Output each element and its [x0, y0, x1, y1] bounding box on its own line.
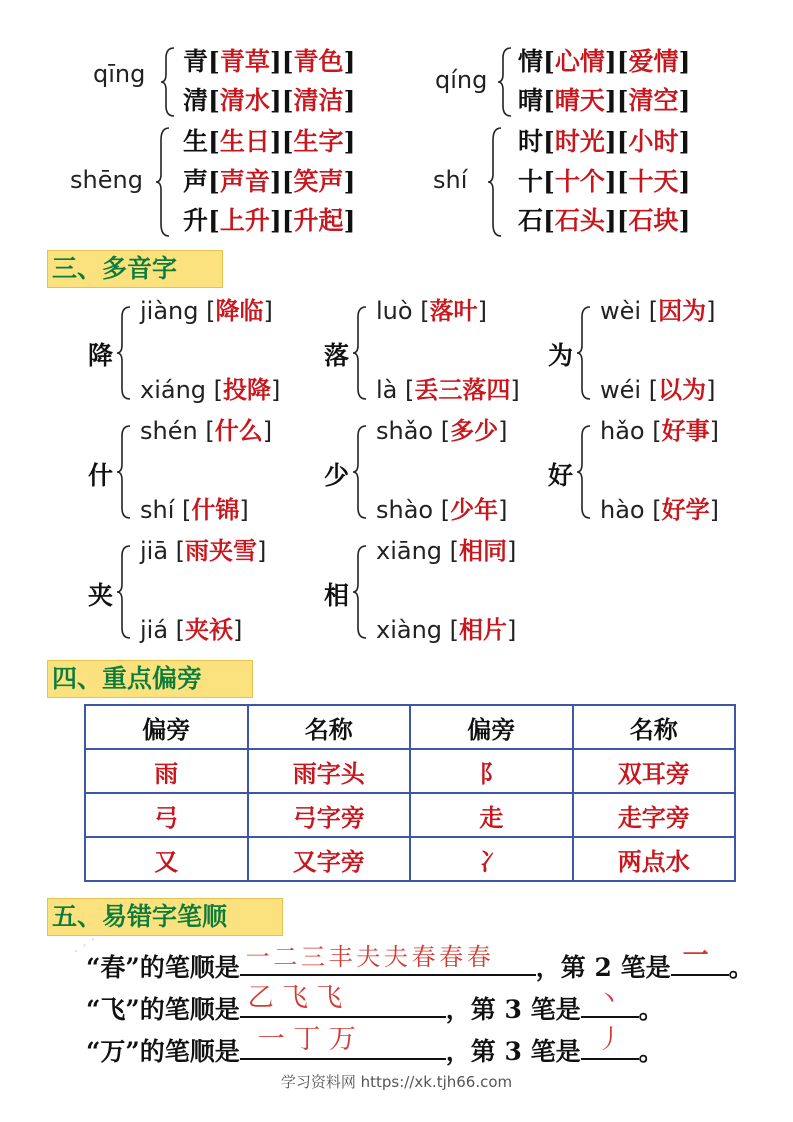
- handwritten-answer: 一: [682, 941, 709, 971]
- homophone-word: 青草: [219, 47, 270, 76]
- answer-blank: [581, 1025, 639, 1060]
- polyphone-char: 为: [548, 341, 574, 370]
- table-cell: 弓: [85, 793, 248, 837]
- table-header: 名称: [248, 705, 411, 749]
- homophone-word: 清水: [219, 86, 270, 115]
- polyphone-char: 少: [324, 461, 350, 490]
- pinyin-label: shí: [433, 166, 468, 194]
- polyphone-char: 相: [324, 581, 350, 610]
- brace-icon: [487, 126, 503, 238]
- brace-icon: [497, 46, 513, 118]
- homophone-row: 情[心情][爱情]: [518, 47, 691, 76]
- polyphone-reading: xiāng [相同]: [376, 537, 517, 565]
- stroke-order-blank: [240, 1024, 446, 1060]
- period: 。: [728, 953, 754, 982]
- stroke-order-prompt: “春”的笔顺是: [86, 953, 240, 982]
- table-header: 偏旁: [85, 705, 248, 749]
- table-header: 名称: [573, 705, 736, 749]
- stroke-question: ，第 2 笔是: [535, 953, 671, 982]
- polyphone-reading: wéi [以为]: [600, 376, 716, 404]
- pinyin-label: qīng: [93, 60, 146, 88]
- brace-icon: [155, 126, 171, 238]
- homophone-char: 升: [183, 206, 209, 235]
- homophone-char: 情: [518, 47, 544, 76]
- homophone-row: 时[时光][小时]: [518, 127, 691, 156]
- homophone-word: 石块: [628, 206, 679, 235]
- period: 。: [638, 995, 664, 1024]
- polyphone-reading: jiá [夹袄]: [140, 616, 243, 644]
- polyphone-reading: luò [落叶]: [376, 297, 487, 325]
- homophone-word: 十个: [554, 167, 605, 196]
- polyphone-char: 好: [548, 461, 574, 490]
- footer-source: 学习资料网 https://xk.tjh66.com: [280, 1073, 513, 1091]
- stroke-order-line: [86, 1024, 664, 1068]
- table-cell: 雨: [85, 749, 248, 793]
- homophone-word: 升起: [293, 206, 344, 235]
- watermark: · · · · ·: [68, 918, 118, 961]
- brace-icon: [116, 424, 132, 520]
- stroke-order-line: [86, 983, 664, 1026]
- brace-icon: [116, 305, 132, 401]
- homophone-row: 清[清水][清洁]: [183, 86, 356, 115]
- stroke-question: ，第 3 笔是: [445, 995, 581, 1024]
- polyphone-reading: jiā [雨夹雪]: [140, 537, 267, 565]
- homophone-row: 十[十个][十天]: [518, 167, 691, 196]
- pinyin-label: qíng: [435, 66, 488, 94]
- polyphone-reading: wèi [因为]: [600, 297, 716, 325]
- brace-icon: [576, 424, 592, 520]
- stroke-order-line: [86, 941, 754, 984]
- homophone-char: 晴: [518, 86, 544, 115]
- table-cell: 弓字旁: [248, 793, 411, 837]
- table-cell: 走: [410, 793, 573, 837]
- homophone-char: 时: [518, 127, 544, 156]
- polyphone-reading: shào [少年]: [376, 496, 508, 524]
- brace-icon: [352, 544, 368, 640]
- stroke-order-prompt: “万”的笔顺是: [86, 1037, 240, 1066]
- homophone-word: 上升: [219, 206, 270, 235]
- table-cell: 又: [85, 837, 248, 881]
- brace-icon: [352, 305, 368, 401]
- table-cell: 又字旁: [248, 837, 411, 881]
- polyphone-char: 什: [88, 461, 114, 490]
- handwritten-answer: 丿: [596, 1025, 623, 1055]
- homophone-word: 生字: [293, 127, 344, 156]
- polyphone-reading: shǎo [多少]: [376, 417, 508, 445]
- homophone-word: 清空: [628, 86, 679, 115]
- homophone-row: 石[石头][石块]: [518, 206, 691, 235]
- homophone-word: 时光: [554, 127, 605, 156]
- table-cell: 阝: [410, 749, 573, 793]
- brace-icon: [116, 544, 132, 640]
- polyphone-char: 夹: [88, 581, 114, 610]
- homophone-char: 声: [183, 167, 209, 196]
- handwritten-strokes: 一 丁 万: [257, 1024, 356, 1055]
- homophone-word: 十天: [628, 167, 679, 196]
- table-cell: 冫: [410, 837, 573, 881]
- homophone-char: 生: [183, 127, 209, 156]
- homophone-char: 十: [518, 167, 544, 196]
- homophone-row: 青[青草][青色]: [183, 47, 356, 76]
- homophone-row: 声[声音][笑声]: [183, 167, 356, 196]
- stroke-order-prompt: “飞”的笔顺是: [86, 995, 240, 1024]
- homophone-word: 晴天: [554, 86, 605, 115]
- polyphone-reading: hǎo [好事]: [600, 417, 719, 445]
- stroke-order-blank: [240, 983, 446, 1018]
- answer-blank: [581, 985, 639, 1018]
- brace-icon: [160, 46, 176, 118]
- polyphone-reading: là [丢三落四]: [376, 376, 520, 404]
- polyphone-reading: xiáng [投降]: [140, 376, 281, 404]
- polyphone-char: 落: [324, 341, 350, 370]
- polyphone-char: 降: [88, 341, 114, 370]
- table-row: [85, 793, 735, 837]
- stroke-question: ，第 3 笔是: [445, 1037, 581, 1066]
- polyphone-reading: shí [什锦]: [140, 496, 249, 524]
- table-cell: 走字旁: [573, 793, 736, 837]
- polyphone-reading: xiàng [相片]: [376, 616, 517, 644]
- polyphone-reading: shén [什么]: [140, 417, 273, 445]
- homophone-char: 青: [183, 47, 209, 76]
- homophone-word: 声音: [219, 167, 270, 196]
- table-cell: 两点水: [573, 837, 736, 881]
- homophone-word: 青色: [293, 47, 344, 76]
- handwritten-answer: 丶: [596, 985, 621, 1013]
- homophone-word: 小时: [628, 127, 679, 156]
- homophone-row: 生[生日][生字]: [183, 127, 356, 156]
- section-heading-radicals: 四、重点偏旁: [47, 660, 253, 698]
- homophone-word: 心情: [554, 47, 605, 76]
- table-cell: 双耳旁: [573, 749, 736, 793]
- homophone-word: 笑声: [293, 167, 344, 196]
- table-row: [85, 749, 735, 793]
- handwritten-strokes: 乙 飞 飞: [247, 983, 343, 1013]
- handwritten-strokes: 一 二 三 丰 夫 夫 春 春 春: [245, 943, 489, 971]
- period: 。: [638, 1037, 664, 1066]
- table-cell: 雨字头: [248, 749, 411, 793]
- pinyin-label: shēng: [70, 166, 143, 194]
- homophone-word: 生日: [219, 127, 270, 156]
- answer-blank: [671, 941, 729, 976]
- homophone-word: 清洁: [293, 86, 344, 115]
- brace-icon: [352, 424, 368, 520]
- radicals-table: [84, 704, 736, 882]
- homophone-word: 石头: [554, 206, 605, 235]
- homophone-row: 晴[晴天][清空]: [518, 86, 691, 115]
- table-header: 偏旁: [410, 705, 573, 749]
- homophone-char: 清: [183, 86, 209, 115]
- table-row: [85, 837, 735, 881]
- section-heading-polyphones: 三、多音字: [47, 250, 223, 288]
- homophone-row: 升[上升][升起]: [183, 206, 356, 235]
- stroke-order-blank: [240, 943, 536, 976]
- homophone-char: 石: [518, 206, 544, 235]
- table-header-row: [85, 705, 735, 749]
- brace-icon: [576, 305, 592, 401]
- polyphone-reading: jiàng [降临]: [140, 297, 273, 325]
- polyphone-reading: hào [好学]: [600, 496, 719, 524]
- homophone-word: 爱情: [628, 47, 679, 76]
- section-heading-stroke-order: 五、易错字笔顺: [47, 898, 283, 936]
